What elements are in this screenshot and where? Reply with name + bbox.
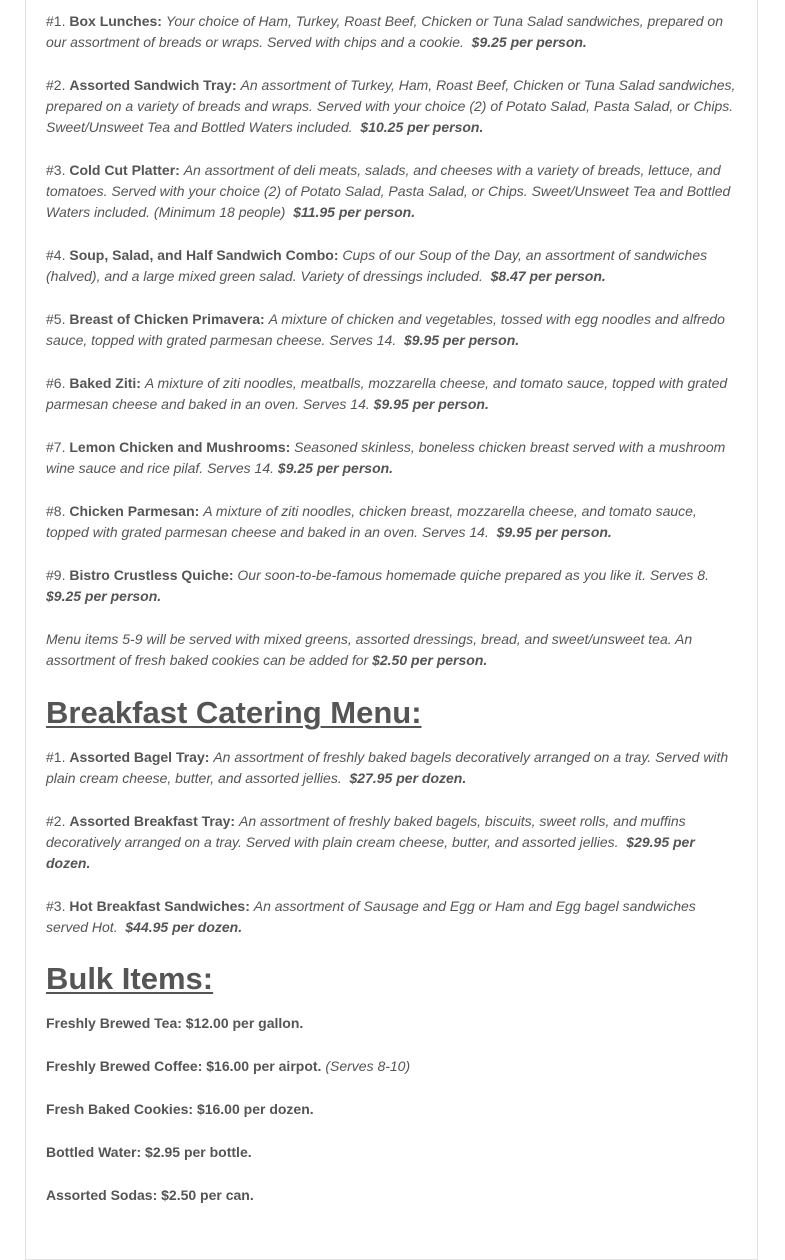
lunch-note — [46, 629, 737, 671]
item-description: An assortment of Sausage and Egg or Ham and Egg bagel sandwiches served Hot. — [46, 898, 696, 935]
item-name: Soup, Salad, and Half Sandwich Combo: — [69, 247, 339, 263]
item-number: #3. — [46, 162, 66, 178]
menu-item — [46, 747, 737, 789]
item-price: $9.25 per person. — [471, 34, 587, 50]
item-name: Breast of Chicken Primavera: — [69, 311, 265, 327]
item-number: #6. — [46, 375, 66, 391]
item-description: An assortment of deli meats, salads, and cheeses with a variety of breads, lettuce, and tomatoes. Served with your choice (2) of Potato Salad, Pasta Salad, or Chips. Sweet/Unsweet Tea and Bottled Waters included. (Minimum 18 people) — [46, 162, 731, 220]
item-number: #1. — [46, 749, 66, 765]
item-number: #2. — [46, 813, 66, 829]
menu-page — [25, 0, 758, 1260]
item-name: Lemon Chicken and Mushrooms: — [69, 439, 291, 455]
bulk-item-text: Fresh Baked Cookies: $16.00 per dozen. — [46, 1101, 314, 1117]
item-name: Hot Breakfast Sandwiches: — [69, 898, 250, 914]
item-name: Cold Cut Platter: — [69, 162, 180, 178]
item-number: #3. — [46, 898, 66, 914]
item-name: Bistro Crustless Quiche: — [69, 567, 234, 583]
item-name: Assorted Sandwich Tray: — [69, 77, 237, 93]
item-description: Our soon-to-be-famous homemade quiche prepared as you like it. Serves 8. — [237, 567, 709, 583]
item-description: Seasoned skinless, boneless chicken breast served with a mushroom wine sauce and rice pilaf. Serves 14. — [46, 439, 726, 476]
bulk-item — [46, 1056, 737, 1077]
item-number: #9. — [46, 567, 66, 583]
menu-item — [46, 373, 737, 415]
bulk-item-text: Freshly Brewed Tea: $12.00 per gallon. — [46, 1015, 304, 1031]
item-name: Box Lunches: — [69, 13, 162, 29]
menu-item — [46, 565, 737, 607]
menu-item — [46, 437, 737, 479]
item-price: $9.95 per person. — [496, 524, 612, 540]
menu-item — [46, 501, 737, 543]
breakfast-heading: Breakfast Catering Menu: — [46, 695, 422, 730]
menu-item — [46, 11, 737, 53]
item-price: $10.25 per person. — [360, 119, 484, 135]
item-number: #7. — [46, 439, 66, 455]
bulk-item — [46, 1099, 737, 1120]
menu-item — [46, 160, 737, 223]
item-number: #1. — [46, 13, 66, 29]
item-price: $27.95 per dozen. — [349, 770, 467, 786]
item-price: $9.95 per person. — [404, 332, 520, 348]
item-number: #5. — [46, 311, 66, 327]
item-name: Baked Ziti: — [69, 375, 141, 391]
item-description: An assortment of freshly baked bagels decoratively arranged on a tray. Served with plain cream cheese, butter, and assorted jellies. — [46, 749, 729, 786]
item-description: Cups of our Soup of the Day, an assortment of sandwiches (halved), and a large mixed green salad. Variety of dressings included. — [46, 247, 708, 284]
item-price: $9.95 per person. — [373, 396, 489, 412]
item-name: Assorted Breakfast Tray: — [69, 813, 236, 829]
item-description: A mixture of chicken and vegetables, tossed with egg noodles and alfredo sauce, topped with grated parmesan cheese. Serves 14. — [46, 311, 725, 348]
item-price: $8.47 per person. — [490, 268, 606, 284]
bulk-heading: Bulk Items: — [46, 961, 214, 996]
item-price: $11.95 per person. — [293, 204, 416, 220]
item-number: #8. — [46, 503, 66, 519]
item-name: Assorted Bagel Tray: — [69, 749, 210, 765]
lunch-note-price: $2.50 per person. — [372, 652, 488, 668]
menu-item — [46, 309, 737, 351]
lunch-note-text: Menu items 5-9 will be served with mixed greens, assorted dressings, bread, and sweet/unsweet tea. An assortment of fresh baked cookies can be added for — [46, 631, 693, 668]
item-number: #2. — [46, 77, 66, 93]
item-name: Chicken Parmesan: — [69, 503, 200, 519]
item-description: A mixture of ziti noodles, meatballs, mozzarella cheese, and tomato sauce, topped with grated parmesan cheese and baked in an oven. Serves 14. — [46, 375, 728, 412]
bulk-item — [46, 1185, 737, 1206]
bulk-item-text: Assorted Sodas: $2.50 per can. — [46, 1187, 254, 1203]
item-description: Your choice of Ham, Turkey, Roast Beef, Chicken or Tuna Salad sandwiches, prepared on our assortment of breads or wraps. Served with chips and a cookie. — [46, 13, 724, 50]
item-description: An assortment of Turkey, Ham, Roast Beef, Chicken or Tuna Salad sandwiches, prepared on a variety of breads and wraps. Served with your choice (2) of Potato Salad, Pasta Salad, or Chips. Sweet/Unsweet Tea and Bottled Waters included. — [46, 77, 736, 135]
item-price: $44.95 per dozen. — [125, 919, 243, 935]
item-price: $9.25 per person. — [46, 588, 162, 604]
menu-item — [46, 896, 737, 938]
bulk-item — [46, 1013, 737, 1034]
menu-item — [46, 245, 737, 287]
item-number: #4. — [46, 247, 66, 263]
item-description: A mixture of ziti noodles, chicken breast, mozzarella cheese, and tomato sauce, topped with grated parmesan cheese and baked in an oven. Serves 14. — [46, 503, 697, 540]
item-price: $9.25 per person. — [277, 460, 394, 476]
bulk-item — [46, 1142, 737, 1163]
item-description: An assortment of freshly baked bagels, biscuits, sweet rolls, and muffins decoratively arranged on a tray. Served with plain cream cheese, butter, and assorted jellies. — [46, 813, 686, 850]
bulk-item-text: Freshly Brewed Coffee: $16.00 per airpot. — [46, 1058, 322, 1074]
menu-item — [46, 75, 737, 138]
menu-item — [46, 811, 737, 874]
bulk-item-text: Bottled Water: $2.95 per bottle. — [46, 1144, 252, 1160]
bulk-item-note: (Serves 8-10) — [325, 1058, 411, 1074]
item-price: $29.95 per dozen. — [46, 834, 695, 871]
